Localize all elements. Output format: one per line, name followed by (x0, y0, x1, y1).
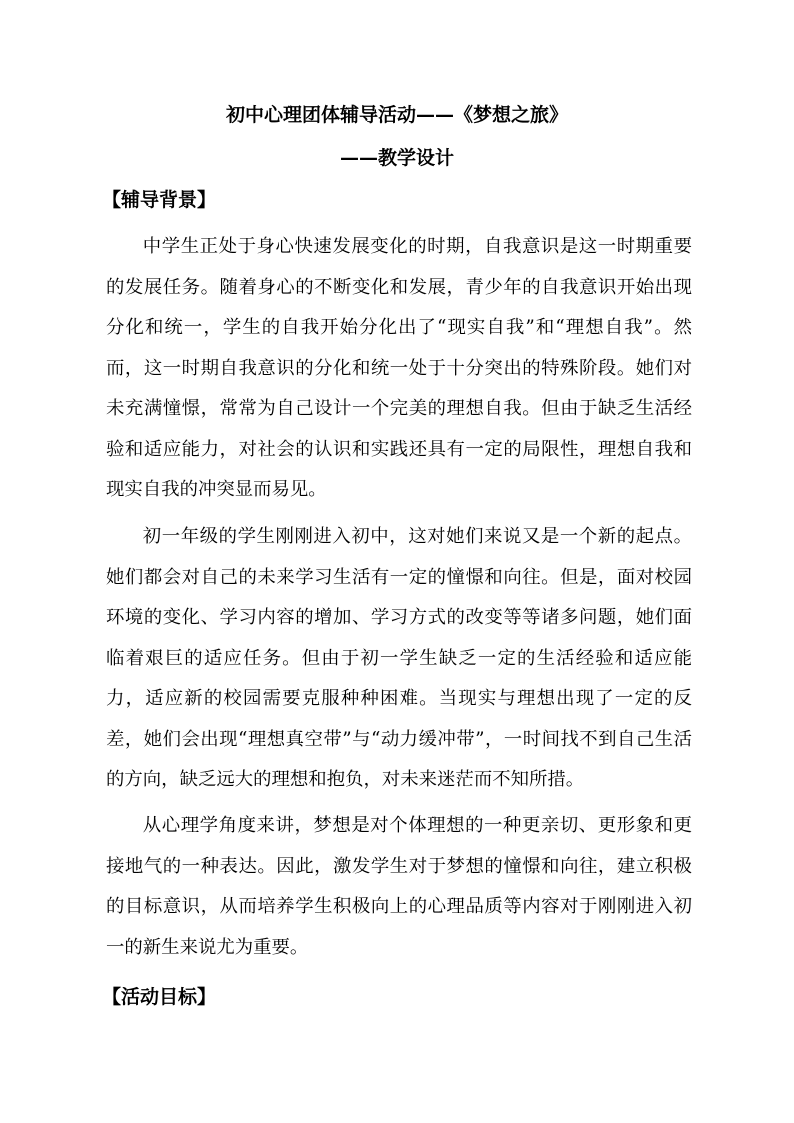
paragraph: 从心理学角度来讲，梦想是对个体理想的一种更亲切、更形象和更接地气的一种表达。因此，激发学生对于梦想的憧憬和向往，建立积极的目标意识，从而培养学生积极向上的心理品质等内容对于刚刚进入初一的新生来说尤为重要。 (106, 815, 692, 958)
paragraph: 中学生正处于身心快速发展变化的时期，自我意识是这一时期重要的发展任务。随着身心的不断变化和发展，青少年的自我意识开始出现分化和统一，学生的自我开始分化出了“现实自我”和“理想自我”。然而，这一时期自我意识的分化和统一处于十分突出的特殊阶段。她们对未充满憧憬，常常为自己设计一个完美的理想自我。但由于缺乏生活经验和适应能力，对社会的认识和实践还具有一定的局限性，理想自我和现实自我的冲突显而易见。 (106, 236, 692, 500)
document-title: 初中心理团体辅导活动——《梦想之旅》 (225, 104, 568, 126)
section-heading-goals: 【活动目标】 (102, 986, 217, 1008)
document-subtitle: ——教学设计 (339, 147, 454, 169)
section-heading-background: 【辅导背景】 (102, 189, 217, 211)
paragraph: 初一年级的学生刚刚进入初中，这对她们来说又是一个新的起点。她们都会对自己的未来学习生活有一定的憧憬和向往。但是，面对校园环境的变化、学习内容的增加、学习方式的改变等等诸多问题，她们面临着艰巨的适应任务。但由于初一学生缺乏一定的生活经验和适应能力，适应新的校园需要克服种种困难。当现实与理想出现了一定的反差，她们会出现“理想真空带”与“动力缓冲带”，一时间找不到自己生活的方向，缺乏远大的理想和抱负，对未来迷茫而不知所措。 (106, 526, 692, 790)
